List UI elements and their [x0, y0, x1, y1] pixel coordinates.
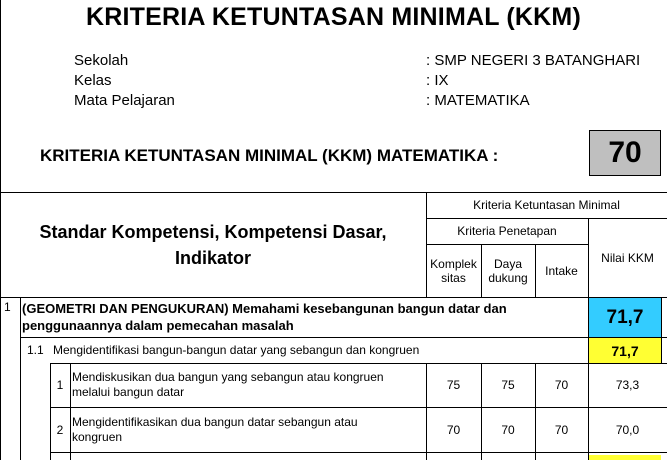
kd-row-nilai: 71,7 — [589, 338, 661, 363]
info-label-mapel: Mata Pelajaran — [74, 92, 175, 109]
indicator-kompleksitas: 70 — [446, 422, 461, 437]
indicator-daya-dukung: 75 — [501, 378, 515, 392]
sk-row-text: (GEOMETRI DAN PENGUKURAN) Memahami kesebangunan bangun datar dan penggunaannya dalam pemecahan masalah — [22, 301, 507, 333]
kd-row-number: 1.1 — [27, 343, 44, 357]
col-kompleksitas: Komplek sitas — [430, 256, 477, 285]
info-label-kelas: Kelas — [74, 72, 112, 89]
col-nilai-kkm: Nilai KKM — [601, 250, 654, 265]
kkm-value-box: 70 — [589, 130, 661, 176]
kd-row-text: Mengidentifikasi bangun-bangun datar yang sebangun dan kongruen — [53, 343, 420, 357]
sk-row-nilai: 71,7 — [589, 298, 661, 337]
row-line — [50, 452, 667, 453]
indicator-intake: 70 — [554, 378, 569, 392]
indicator-daya-dukung: 70 — [501, 422, 515, 437]
indicator-number: 1 — [56, 378, 64, 392]
penetapan-header: Kriteria Penetapan — [457, 224, 557, 238]
info-value-mapel: : MATEMATIKA — [426, 92, 530, 109]
col-daya-dukung: Daya dukung — [488, 256, 528, 285]
indicator-nilai: 73,3 — [615, 378, 640, 392]
sk-header: Standar Kompetensi, Kompetensi Dasar, Indikator — [39, 221, 387, 268]
col-intake: Intake — [545, 263, 578, 278]
kkm-heading: KRITERIA KETUNTASAN MINIMAL (KKM) MATEMATIKA : — [40, 146, 499, 165]
info-label-sekolah: Sekolah — [74, 52, 129, 69]
indicator-nilai: 70,0 — [615, 422, 640, 437]
indicator-intake: 70 — [554, 422, 569, 437]
kkm-header: Kriteria Ketuntasan Minimal — [473, 198, 620, 212]
info-value-sekolah: : SMP NEGERI 3 BATANGHARI — [426, 52, 641, 69]
sk-row-number: 1 — [4, 300, 11, 314]
indicator-text: Mengidentifikasikan dua bangun datar sebangun atau kongruen — [72, 414, 358, 444]
kkm-table — [0, 192, 667, 460]
info-value-kelas: : IX — [426, 72, 449, 89]
page-title: KRITERIA KETUNTASAN MINIMAL (KKM) — [86, 3, 581, 31]
indicator-text: Mendiskusikan dua bangun yang sebangun atau kongruen melalui bangun datar — [72, 370, 384, 399]
indicator-number: 2 — [56, 422, 64, 437]
col-vline — [661, 297, 662, 363]
indicator-kompleksitas: 75 — [446, 378, 461, 392]
next-row-highlight — [589, 455, 661, 460]
